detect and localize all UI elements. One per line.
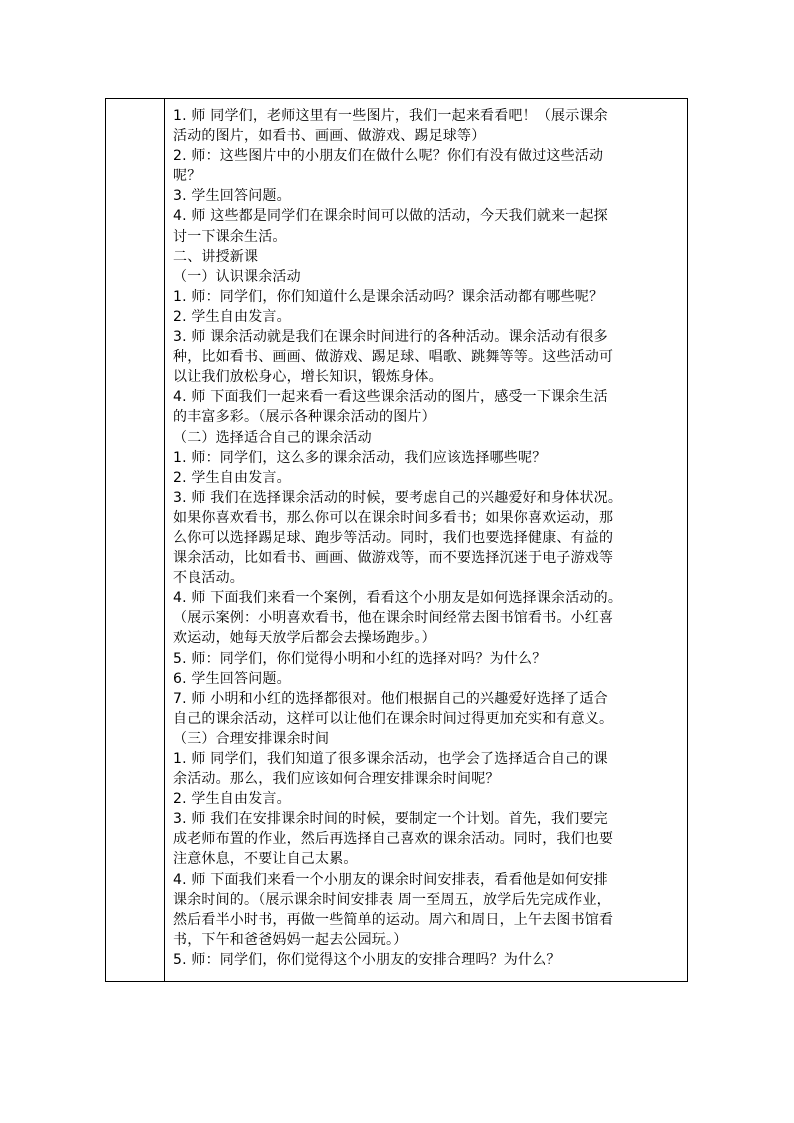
text-line: 呢？ [173, 168, 202, 185]
text-line: 种，比如看书、画画、做游戏、踢足球、唱歌、跳舞等等。这些活动可 [173, 349, 614, 366]
text-line: 4. 师 下面我们来看一个案例，看看这个小朋友是如何选择课余活动的。 [173, 590, 623, 607]
text-line: 讨一下课余生活。 [173, 228, 287, 245]
text-line: 4. 师 下面我们来看一个小朋友的课余时间安排表，看看他是如何安排 [173, 871, 608, 888]
text-line: 活动的图片，如看书、画画、做游戏、踢足球等） [173, 128, 486, 145]
text-line: 么你可以选择踢足球、跑步等活动。同时，我们也要选择健康、有益的 [173, 529, 614, 546]
text-line: 4. 师 这些都是同学们在课余时间可以做的活动，今天我们就来一起探 [173, 208, 608, 225]
text-line: 以让我们放松身心，增长知识，锻炼身体。 [173, 369, 443, 386]
text-line: 欢运动，她每天放学后都会去操场跑步。） [173, 630, 436, 647]
text-line: 二、讲授新课 [173, 248, 259, 265]
text-line: 成老师布置的作业，然后再选择自己喜欢的课余活动。同时，我们也要 [173, 831, 614, 848]
text-line: （三）合理安排课余时间 [173, 730, 330, 747]
text-line: 6. 学生回答问题。 [173, 670, 291, 687]
text-line: （展示案例：小明喜欢看书，他在课余时间经常去图书馆看书。小红喜 [173, 610, 614, 627]
text-line: 1. 师：同学们，你们知道什么是课余活动吗？课余活动都有哪些呢？ [173, 288, 604, 305]
text-line: 7. 师 小明和小红的选择都很对。他们根据自己的兴趣爱好选择了适合 [173, 690, 608, 707]
text-line: 3. 学生回答问题。 [173, 188, 291, 205]
text-line: 自己的课余活动，这样可以让他们在课余时间过得更加充实和有意义。 [173, 710, 614, 727]
text-line: 5. 师：同学们，你们觉得这个小朋友的安排合理吗？为什么？ [173, 951, 561, 968]
text-line: 1. 师：同学们，这么多的课余活动，我们应该选择哪些呢？ [173, 449, 547, 466]
text-line: 余活动。那么，我们应该如何合理安排课余时间呢？ [173, 771, 500, 788]
text-line: 的丰富多彩。（展示各种课余活动的图片） [173, 409, 436, 426]
left-empty-cell [106, 99, 165, 981]
text-line: 3. 师 课余活动就是我们在课余时间进行的各种活动。课余活动有很多 [173, 329, 608, 346]
text-line: 2. 学生自由发言。 [173, 308, 291, 325]
text-line: （二）选择适合自己的课余活动 [173, 429, 372, 446]
text-line: 注意休息，不要让自己太累。 [173, 851, 358, 868]
text-line: 3. 师 我们在安排课余时间的时候，要制定一个计划。首先，我们要完 [173, 811, 608, 828]
text-line: 1. 师 同学们，我们知道了很多课余活动，也学会了选择适合自己的课 [173, 751, 608, 767]
text-line: （一）认识课余活动 [173, 268, 301, 285]
text-line: 5. 师：同学们，你们觉得小明和小红的选择对吗？为什么？ [173, 650, 547, 667]
text-line: 4. 师 下面我们一起来看一看这些课余活动的图片，感受一下课余生活 [173, 389, 608, 406]
text-line: 1. 师 同学们，老师这里有一些图片，我们一起来看看吧！（展示课余 [173, 108, 608, 124]
text-line: 不良活动。 [173, 570, 244, 587]
lesson-content-cell [173, 106, 685, 970]
text-line: 2. 学生自由发言。 [173, 791, 291, 808]
text-line: 2. 师：这些图片中的小朋友们在做什么呢？你们有没有做过这些活动 [173, 148, 604, 165]
text-line: 课余时间的。（展示课余时间安排表 周一至周五，放学后先完成作业， [173, 891, 611, 908]
text-line: 3. 师 我们在选择课余活动的时候，要考虑自己的兴趣爱好和身体状况。 [173, 489, 623, 506]
text-line: 课余活动，比如看书、画画、做游戏等，而不要选择沉迷于电子游戏等 [173, 550, 614, 567]
lesson-table [105, 98, 688, 982]
text-line: 然后看半小时书，再做一些简单的运动。周六和周日，上午去图书馆看 [173, 911, 614, 928]
text-line: 如果你喜欢看书，那么你可以在课余时间多看书；如果你喜欢运动，那 [173, 509, 614, 526]
text-line: 书，下午和爸爸妈妈一起去公园玩。） [173, 931, 408, 948]
text-line: 2. 学生自由发言。 [173, 469, 291, 486]
